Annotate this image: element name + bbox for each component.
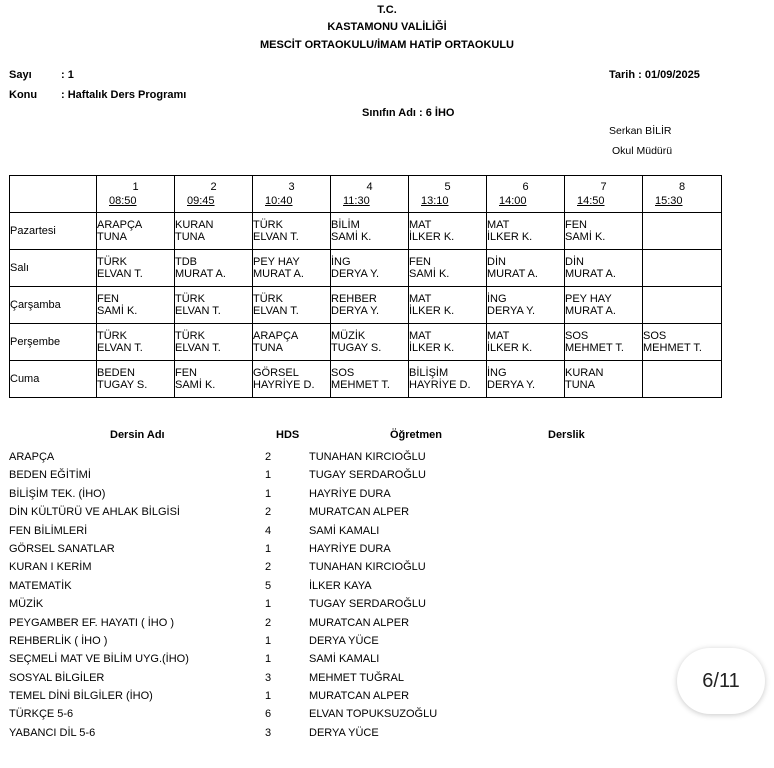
lesson-cell (487, 250, 565, 287)
lesson-teacher: TUNA (175, 231, 205, 243)
lesson-cell (331, 287, 409, 324)
legend-teacher: DERYA YÜCE (309, 634, 379, 647)
lesson-teacher: TUNA (565, 379, 595, 391)
konu-value: : Haftalık Ders Programı (61, 89, 187, 101)
schedule-day-row (10, 287, 722, 324)
lesson-teacher: MEHMET T. (565, 342, 624, 354)
lesson-subject: MAT (409, 293, 432, 305)
legend-teacher: ELVAN TOPUKSUZOĞLU (309, 708, 438, 721)
legend-teacher: HAYRİYE DURA (309, 542, 391, 555)
legend-hds: 1 (265, 634, 272, 647)
lesson-subject: DİN (487, 256, 506, 268)
lesson-cell (331, 213, 409, 250)
principal-name: Serkan BİLİR (609, 125, 672, 137)
lesson-subject: KURAN (565, 367, 604, 379)
lesson-teacher: ELVAN T. (175, 342, 221, 354)
lesson-subject: ARAPÇA (97, 219, 143, 231)
legend-hds: 1 (265, 598, 272, 611)
lesson-subject: TÜRK (253, 219, 283, 231)
legend-course-name: SEÇMELİ MAT VE BİLİM UYG.(İHO) (9, 653, 189, 666)
konu-label: Konu (9, 89, 38, 101)
legend-header-course: Dersin Adı (110, 429, 165, 441)
lesson-cell (97, 287, 175, 324)
lesson-teacher: DERYA Y. (487, 379, 536, 391)
slot-number: 3 (288, 181, 295, 193)
lesson-teacher: DERYA Y. (331, 268, 380, 280)
schedule-header-row (10, 176, 722, 213)
legend-course-name: FEN BİLİMLERİ (9, 524, 88, 537)
lesson-teacher: SAMİ K. (97, 305, 138, 317)
slot-header (97, 176, 175, 213)
slot-time: 15:30 (655, 195, 683, 207)
lesson-teacher: MURAT A. (175, 268, 226, 280)
legend-hds: 2 (265, 451, 272, 463)
lesson-cell (565, 213, 643, 250)
lesson-cell (409, 361, 487, 398)
lesson-subject: TDB (175, 256, 197, 268)
lesson-subject: KURAN (175, 219, 214, 231)
legend-hds: 1 (265, 690, 272, 703)
lesson-subject: İNG (331, 256, 351, 268)
lesson-teacher: İLKER K. (409, 342, 455, 354)
legend-hds: 3 (265, 671, 272, 684)
day-name: Çarşamba (10, 287, 97, 324)
lesson-subject: FEN (97, 293, 119, 305)
lesson-subject: BEDEN (97, 367, 135, 379)
sayi-value: : 1 (61, 69, 74, 81)
slot-header (253, 176, 331, 213)
lesson-cell (565, 324, 643, 361)
meta-sayi (9, 69, 74, 81)
legend-teacher: TUNAHAN KIRCIOĞLU (309, 451, 426, 463)
legend-teacher: MURATCAN ALPER (309, 506, 410, 519)
lesson-cell (565, 287, 643, 324)
legend-hds: 5 (265, 579, 272, 592)
lesson-teacher: TUNA (253, 342, 283, 354)
lesson-cell (409, 250, 487, 287)
lesson-cell (643, 250, 722, 287)
lesson-teacher: MURAT A. (565, 268, 616, 280)
legend-hds: 6 (265, 708, 272, 721)
lesson-subject: PEY HAY (565, 293, 612, 305)
lesson-cell (331, 324, 409, 361)
lesson-subject: SOS (331, 367, 355, 379)
slot-time: 14:50 (577, 195, 605, 207)
legend-teacher: TUGAY SERDAROĞLU (309, 469, 426, 482)
legend-course-name: MÜZİK (9, 598, 44, 611)
legend-course-name: ARAPÇA (9, 451, 55, 463)
legend-teacher: SAMİ KAMALI (309, 524, 380, 537)
lesson-teacher: SAMİ K. (409, 268, 450, 280)
lesson-subject: SOS (565, 330, 589, 342)
lesson-cell (565, 361, 643, 398)
slot-number: 5 (444, 181, 451, 193)
principal-title: Okul Müdürü (612, 145, 673, 157)
lesson-subject: TÜRK (253, 293, 283, 305)
legend-course-name: TÜRKÇE 5-6 (9, 708, 74, 721)
meta-konu (9, 89, 186, 101)
lesson-subject: MAT (409, 219, 432, 231)
schedule-day-row (10, 250, 722, 287)
lesson-teacher: İLKER K. (409, 231, 455, 243)
lesson-cell (175, 361, 253, 398)
legend-course-name: SOSYAL BİLGİLER (9, 671, 105, 684)
lesson-subject: BİLİM (331, 219, 360, 231)
schedule-day-row (10, 361, 722, 398)
legend-header-room: Derslik (548, 429, 585, 441)
lesson-cell (97, 361, 175, 398)
legend-hds: 1 (265, 653, 272, 666)
lesson-cell (643, 287, 722, 324)
lesson-subject: SOS (643, 330, 667, 342)
legend-course-name: TEMEL DİNİ BİLGİLER (İHO) (9, 690, 153, 703)
slot-header (331, 176, 409, 213)
schedule-day-row (10, 324, 722, 361)
corner-cell (10, 176, 97, 213)
lesson-teacher: MEHMET T. (643, 342, 702, 354)
lesson-cell (409, 287, 487, 324)
page-indicator-label: 6/11 (702, 669, 740, 692)
lesson-cell (331, 250, 409, 287)
lesson-teacher: ELVAN T. (253, 231, 299, 243)
slot-time: 10:40 (265, 195, 293, 207)
legend-teacher: TUNAHAN KIRCIOĞLU (309, 561, 426, 574)
lesson-cell (97, 324, 175, 361)
lesson-teacher: TUNA (97, 231, 127, 243)
legend-teacher: MEHMET TUĞRAL (309, 671, 404, 684)
slot-number: 6 (522, 181, 529, 193)
lesson-teacher: DERYA Y. (487, 305, 536, 317)
legend-hds: 3 (265, 726, 272, 739)
lesson-cell (487, 324, 565, 361)
lesson-teacher: HAYRİYE D. (409, 379, 471, 391)
legend-teacher: MURATCAN ALPER (309, 616, 410, 629)
lesson-subject: GÖRSEL (253, 367, 299, 379)
lesson-teacher: MURAT A. (253, 268, 304, 280)
slot-number: 2 (210, 181, 217, 193)
lesson-teacher: SAMİ K. (175, 379, 216, 391)
schedule-day-row (10, 213, 722, 250)
lesson-cell (97, 250, 175, 287)
lesson-teacher: MURAT A. (487, 268, 538, 280)
legend-teacher: SAMİ KAMALI (309, 653, 380, 666)
lesson-teacher: DERYA Y. (331, 305, 380, 317)
lesson-cell (643, 361, 722, 398)
lesson-teacher: ELVAN T. (97, 268, 143, 280)
legend-hds: 2 (265, 506, 272, 519)
lesson-subject: TÜRK (175, 293, 205, 305)
legend-teacher: İLKER KAYA (309, 579, 372, 592)
slot-number: 8 (678, 181, 686, 193)
lesson-teacher: ELVAN T. (253, 305, 299, 317)
legend-course-name: REHBERLİK ( İHO ) (9, 634, 108, 647)
page-indicator[interactable] (677, 648, 765, 714)
lesson-cell (253, 287, 331, 324)
lesson-cell (253, 324, 331, 361)
class-name: Sınıfın Adı : 6 İHO (362, 107, 455, 119)
legend-course-name: BİLİŞİM TEK. (İHO) (9, 487, 106, 500)
lesson-subject: MÜZİK (331, 330, 366, 342)
lesson-teacher: İLKER K. (487, 231, 533, 243)
legend-hds: 1 (265, 542, 272, 555)
lesson-teacher: TUGAY S. (97, 379, 148, 391)
lesson-teacher: MEHMET T. (331, 379, 390, 391)
legend-hds: 1 (265, 469, 272, 482)
lesson-cell (175, 287, 253, 324)
legend-hds: 2 (265, 616, 272, 629)
legend-teacher: DERYA YÜCE (309, 726, 379, 739)
lesson-subject: MAT (409, 330, 432, 342)
slot-number: 7 (600, 181, 607, 193)
lesson-subject: ARAPÇA (253, 330, 299, 342)
lesson-cell (487, 213, 565, 250)
lesson-subject: FEN (565, 219, 587, 231)
lesson-cell (253, 250, 331, 287)
lesson-teacher: HAYRİYE D. (253, 379, 315, 391)
lesson-subject: TÜRK (97, 256, 127, 268)
legend-teacher: MURATCAN ALPER (309, 690, 410, 703)
lesson-subject: MAT (487, 219, 510, 231)
meta-date: Tarih : 01/09/2025 (609, 69, 700, 81)
lesson-cell (643, 213, 722, 250)
slot-header (487, 176, 565, 213)
lesson-teacher: SAMİ K. (565, 231, 606, 243)
lesson-cell (253, 213, 331, 250)
slot-time: 09:45 (187, 195, 215, 207)
day-name: Cuma (10, 361, 97, 398)
day-name: Salı (10, 250, 97, 287)
slot-time: 11:30 (343, 195, 370, 207)
lesson-cell (175, 324, 253, 361)
lesson-teacher: TUGAY S. (331, 342, 382, 354)
lesson-teacher: MURAT A. (565, 305, 616, 317)
lesson-cell (409, 324, 487, 361)
slot-time: 13:10 (421, 195, 449, 207)
lesson-subject: DİN (565, 256, 584, 268)
lesson-subject: TÜRK (97, 330, 127, 342)
lesson-cell (253, 361, 331, 398)
weekly-schedule-table (9, 175, 722, 398)
lesson-subject: BİLİŞİM (409, 367, 449, 379)
lesson-cell (487, 361, 565, 398)
lesson-subject: REHBER (331, 293, 377, 305)
lesson-subject: İNG (487, 367, 507, 379)
slot-header (175, 176, 253, 213)
lesson-cell (487, 287, 565, 324)
legend-course-name: MATEMATİK (9, 579, 72, 592)
header-governorship: KASTAMONU VALİLİĞİ (327, 21, 447, 33)
legend-hds: 2 (265, 561, 272, 574)
header-school-name: MESCİT ORTAOKULU/İMAM HATİP ORTAOKULU (260, 39, 514, 51)
day-name: Pazartesi (10, 213, 97, 250)
legend-hds: 1 (265, 487, 272, 500)
lesson-teacher: İLKER K. (409, 305, 455, 317)
lesson-cell (175, 250, 253, 287)
lesson-subject: PEY HAY (253, 256, 300, 268)
slot-number: 4 (366, 181, 373, 193)
sayi-label: Sayı (9, 69, 32, 81)
lesson-cell (97, 213, 175, 250)
legend-course-name: YABANCI DİL 5-6 (9, 726, 96, 739)
legend-course-name: KURAN I KERİM (9, 561, 92, 574)
lesson-subject: TÜRK (175, 330, 205, 342)
lesson-cell (565, 250, 643, 287)
lesson-cell (643, 324, 722, 361)
slot-header (409, 176, 487, 213)
slot-time: 14:00 (499, 195, 527, 207)
day-name: Perşembe (10, 324, 97, 361)
legend-course-name: DİN KÜLTÜRÜ VE AHLAK BİLGİSİ (9, 506, 180, 519)
lesson-subject: FEN (175, 367, 197, 379)
header-tc: T.C. (377, 4, 397, 16)
lesson-teacher: İLKER K. (487, 342, 533, 354)
lesson-subject: İNG (487, 293, 507, 305)
slot-time: 08:50 (109, 195, 137, 207)
slot-number: 1 (132, 181, 139, 193)
legend-header-teacher: Öğretmen (390, 429, 442, 441)
legend-header-hds: HDS (276, 429, 300, 441)
legend-course-name: PEYGAMBER EF. HAYATI ( İHO ) (9, 616, 175, 629)
lesson-cell (409, 213, 487, 250)
lesson-teacher: ELVAN T. (97, 342, 143, 354)
legend-teacher: HAYRİYE DURA (309, 487, 391, 500)
lesson-cell (331, 361, 409, 398)
legend-course-name: GÖRSEL SANATLAR (9, 542, 115, 555)
lesson-teacher: ELVAN T. (175, 305, 221, 317)
lesson-subject: FEN (409, 256, 431, 268)
lesson-subject: MAT (487, 330, 510, 342)
slot-header (643, 176, 722, 213)
legend-teacher: TUGAY SERDAROĞLU (309, 598, 426, 611)
legend-hds: 4 (265, 524, 272, 537)
slot-header (565, 176, 643, 213)
lesson-teacher: SAMİ K. (331, 231, 372, 243)
legend-course-name: BEDEN EĞİTİMİ (9, 469, 91, 482)
lesson-cell (175, 213, 253, 250)
